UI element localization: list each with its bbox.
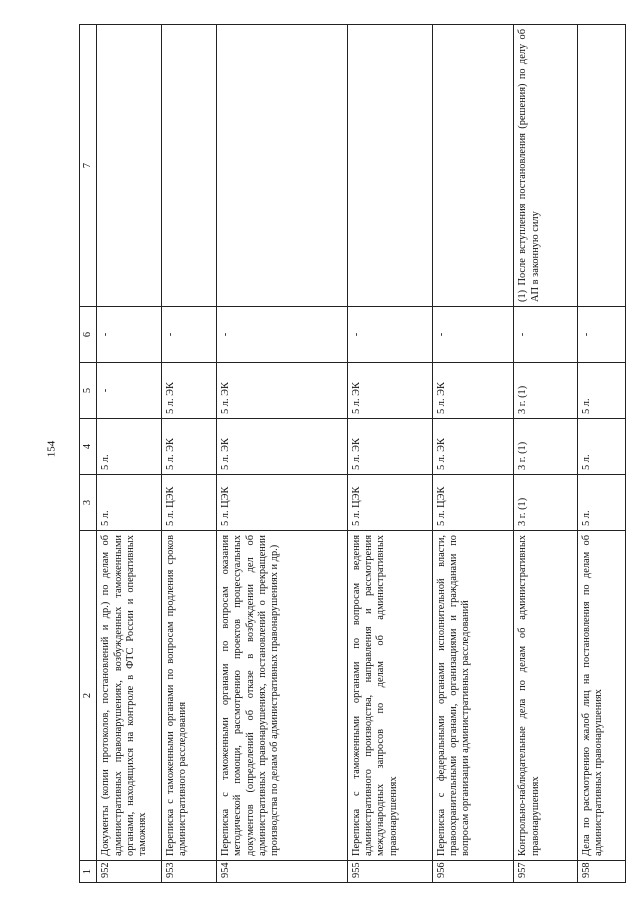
retention-term: 5 л. [578,475,626,531]
article-title: Переписка с таможенными органами по вопросам ведения административного производства, направления и рассмотрения международных запросов по делам об административных правонарушениях [347,531,432,861]
table-row [578,25,626,883]
retention-term: 5 л. ЭК [217,363,348,419]
article-number: 953 [162,861,217,883]
article-title: Переписка с таможенными органами по вопросам оказания методической помощи, рассмотрению проектов процессуальных документов (определений об отказе в возбуждении дел об административных правонарушениях, постановлений о прекращении производства по делам об административных правонарушениях и др.) [217,531,348,861]
article-number: 958 [578,861,626,883]
column-header: 2 [80,531,97,861]
retention-term: 5 л. ЭК [162,363,217,419]
note [162,25,217,307]
article-number: 955 [347,861,432,883]
column-header: 4 [80,419,97,475]
table-row [347,25,432,883]
column-header: 7 [80,25,97,307]
column-header: 1 [80,861,97,883]
note: (1) После вступления постановления (решения) по делу об АП в законную силу [514,25,578,307]
retention-term: - [162,307,217,363]
table-row [97,25,162,883]
header-row [80,25,97,883]
table-row [217,25,348,883]
retention-term: 5 л. ЭК [217,419,348,475]
retention-term: 5 л. [97,419,162,475]
retention-term: - [347,307,432,363]
article-title: Переписка с таможенными органами по вопросам продления сроков административного расследования [162,531,217,861]
retention-term: 3 г. (1) [514,363,578,419]
article-number: 952 [97,861,162,883]
table-row [162,25,217,883]
column-header: 3 [80,475,97,531]
page-number: 154 [45,440,58,458]
note [578,25,626,307]
retention-term: - [97,307,162,363]
retention-term: - [97,363,162,419]
retention-term: 5 л. ЦЭК [432,475,514,531]
retention-term: - [217,307,348,363]
retention-term: - [514,307,578,363]
retention-term: 5 л. ЦЭК [217,475,348,531]
article-title: Переписка с федеральными органами исполнительной власти, правоохранительными органами, организациями и гражданами по вопросам организации административных расследований [432,531,514,861]
retention-term: 5 л. ЦЭК [162,475,217,531]
article-title: Дела по рассмотрению жалоб лиц на постановления по делам об административных правонарушениях [578,531,626,861]
retention-term: - [578,307,626,363]
retention-term: - [432,307,514,363]
table-row [432,25,514,883]
retention-term: 5 л. [97,475,162,531]
column-header: 5 [80,363,97,419]
column-header: 6 [80,307,97,363]
retention-term: 5 л. ЭК [162,419,217,475]
retention-term: 5 л. ЦЭК [347,475,432,531]
records-retention-table [79,24,626,883]
retention-term: 5 л. [578,363,626,419]
retention-term: 5 л. ЭК [347,363,432,419]
article-number: 957 [514,861,578,883]
note [217,25,348,307]
retention-term: 3 г. (1) [514,475,578,531]
retention-term: 3 г. (1) [514,419,578,475]
retention-term: 5 л. ЭК [432,363,514,419]
note [97,25,162,307]
retention-term: 5 л. ЭК [347,419,432,475]
retention-term: 5 л. [578,419,626,475]
article-number: 954 [217,861,348,883]
table-row [514,25,578,883]
note [432,25,514,307]
note [347,25,432,307]
article-title: Документы (копии протоколов, постановлений и др.) по делам об административных правонарушениях, возбужденных таможенными органами, находящихся на контроле в ФТС России и оперативных таможнях [97,531,162,861]
article-title: Контрольно-наблюдательные дела по делам об административных правонарушениях [514,531,578,861]
retention-term: 5 л. ЭК [432,419,514,475]
article-number: 956 [432,861,514,883]
rotated-table-wrapper [79,25,626,883]
